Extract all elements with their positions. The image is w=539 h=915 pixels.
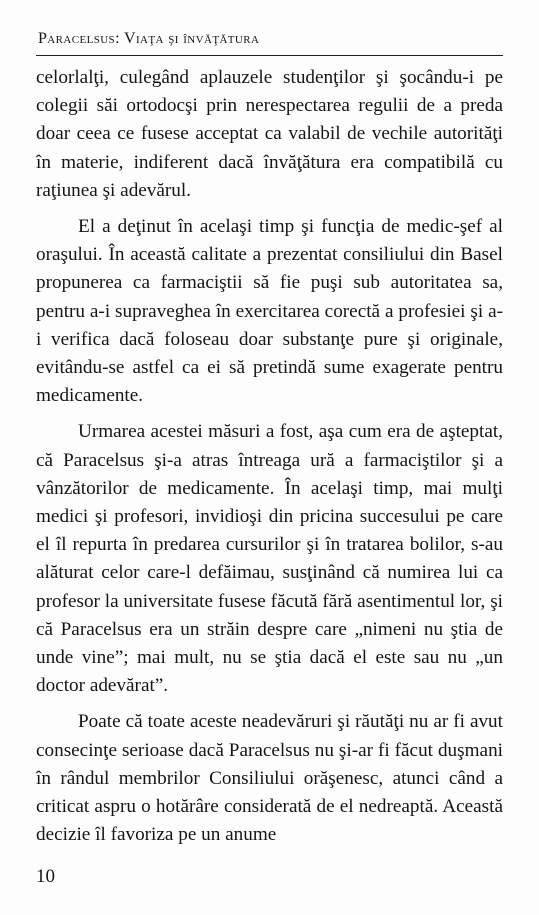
paragraph: Poate că toate aceste neadevăruri şi răutăţi nu ar fi avut consecinţe serioase dacă Paracelsus nu şi-ar fi făcut duşmani în rândul membrilor Consiliului orăşenesc, atunci când a criticat aspru o hotărâre considerată de el nedreaptă. Această decizie îl favoriza pe un anume <box>36 711 503 846</box>
body-text <box>36 64 503 857</box>
paragraph: El a deţinut în acelaşi timp şi funcţia de medic-şef al oraşului. În această calitate a prezentat consiliului din Basel propunerea ca farmaciştii să fie puşi sub autoritatea sa, pentru a-i supraveghea în exercitarea corectă a profesiei şi a-i verifica dacă foloseau doar substanţe pure şi originale, evitându-se astfel ca ei să pretindă sume exagerate pentru medicamente. <box>36 216 503 407</box>
header-rule <box>36 55 503 56</box>
page-number: 10 <box>36 866 55 887</box>
running-header: Paracelsus: Viaţa şi învăţătura <box>38 30 260 47</box>
paragraph: Urmarea acestei măsuri a fost, aşa cum era de aşteptat, că Paracelsus şi-a atras întreaga ură a farmaciştilor şi a vânzătorilor de medicamente. În acelaşi timp, mai mulţi medici şi profesori, invidioşi din pricina succesului pe care el îl repurta în predarea cursurilor şi în tratarea bolilor, s-au alăturat celor care-l defăimau, susţinând că numirea lui ca profesor la universitate fusese făcută fără asentimentul lor, şi că Paracelsus era un străin despre care „nimeni nu ştia de unde vine”; mai mult, nu se ştia dacă el este sau nu „un doctor adevărat”. <box>36 421 503 697</box>
paragraph: celorlalţi, culegând aplauzele studenţilor şi şocându-i pe colegii săi ortodocşi prin nerespectarea regulii de a preda doar ceea ce fusese acceptat ca valabil de vechile autorităţi în materie, indiferent dacă învăţătura era compatibilă cu raţiunea şi adevărul. <box>36 67 503 201</box>
